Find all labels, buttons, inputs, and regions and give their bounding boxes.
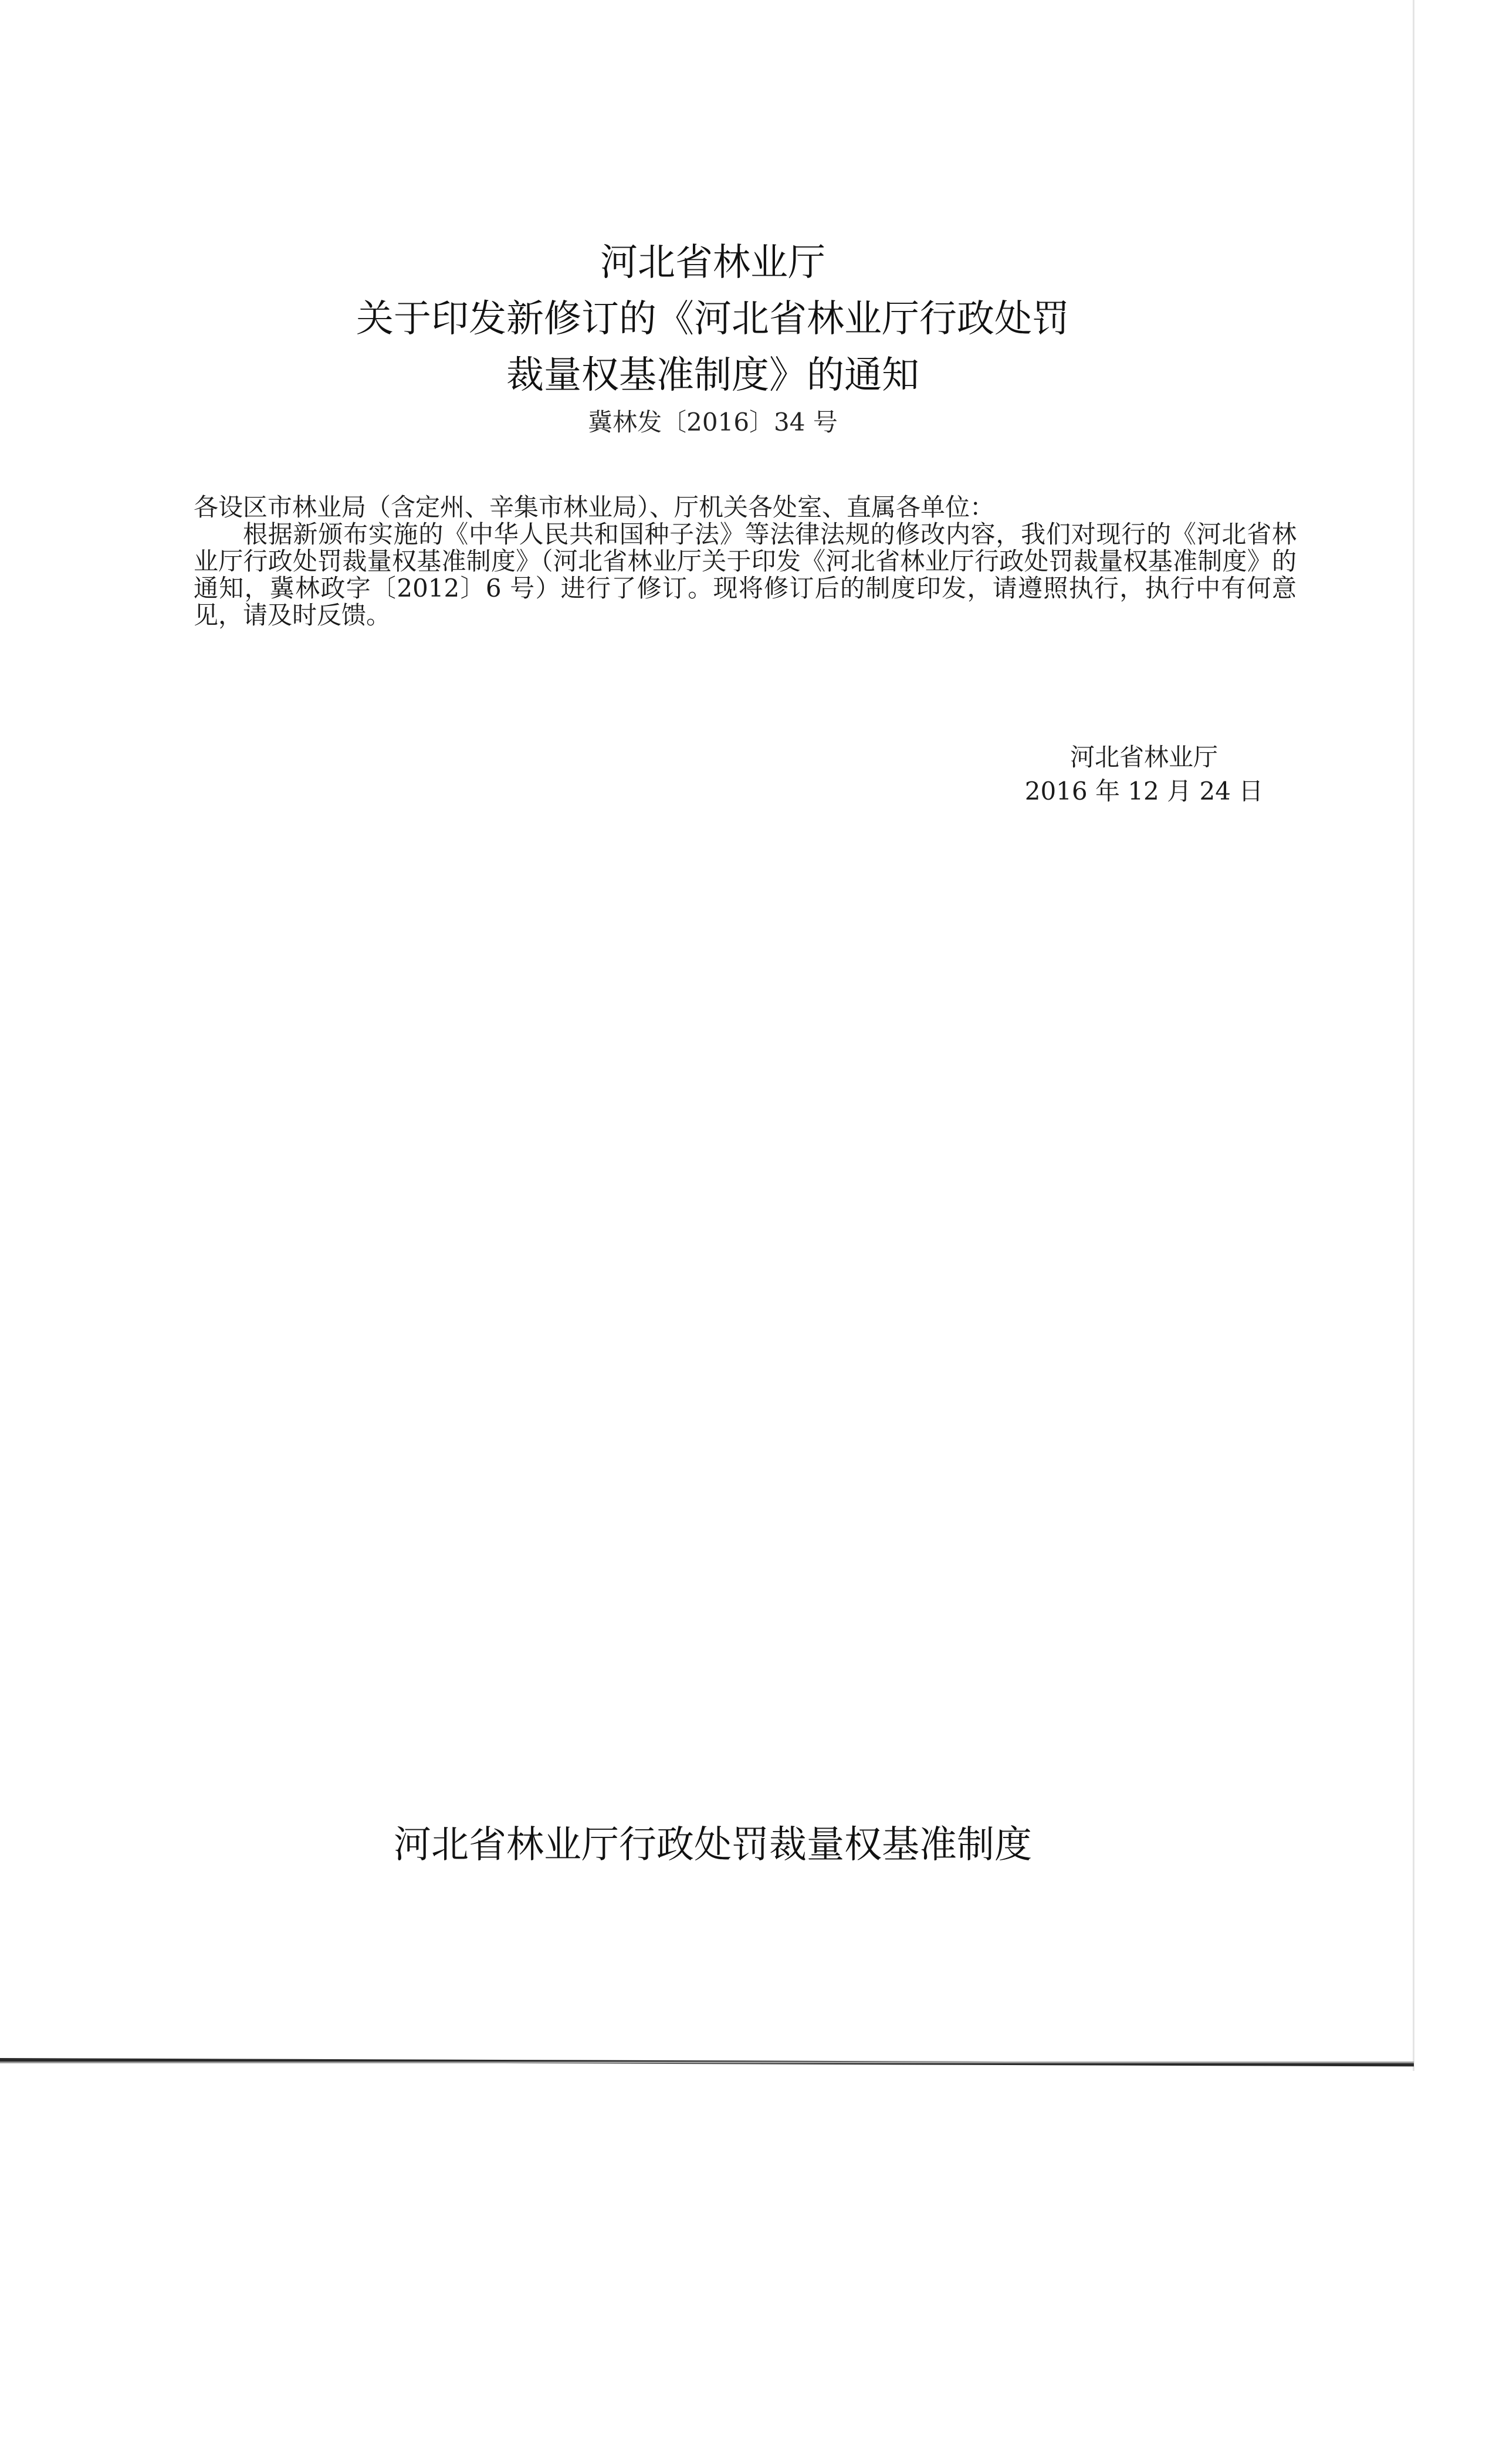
notice-title-line-2: 关于印发新修订的《河北省林业厅行政处罚 bbox=[356, 297, 1069, 341]
document-number: 冀林发〔2016〕34 号 bbox=[588, 408, 838, 436]
notice-title-line-3: 裁量权基准制度》的通知 bbox=[506, 354, 919, 397]
scan-bottom-shadow bbox=[0, 2062, 1414, 2063]
signature-organization: 河北省林业厅 bbox=[1069, 743, 1218, 771]
notice-paragraph: 根据新颁布实施的《中华人民共和国种子法》等法律法规的修改内容，我们对现行的《河北省林业厅行政处罚裁量权基准制度》（河北省林业厅关于印发《河北省林业厅行政处罚裁量权基准制度》的通知，冀林政字〔2012〕6 号）进行了修订。现将修订后的制度印发，请遵照执行，执行中有何意见，请及时反馈。 bbox=[194, 520, 1297, 629]
regulation-title: 河北省林业厅行政处罚裁量权基准制度 bbox=[394, 1823, 1032, 1867]
notice-body bbox=[194, 494, 1297, 629]
notice-title-line-1: 河北省林业厅 bbox=[600, 241, 825, 285]
notice-title-block bbox=[0, 235, 1426, 440]
signature-date: 2016 年 12 月 24 日 bbox=[1024, 777, 1264, 805]
signature-block bbox=[968, 740, 1320, 808]
salutation: 各设区市林业局（含定州、辛集市林业局）、厅机关各处室、直属各单位： bbox=[194, 493, 995, 522]
